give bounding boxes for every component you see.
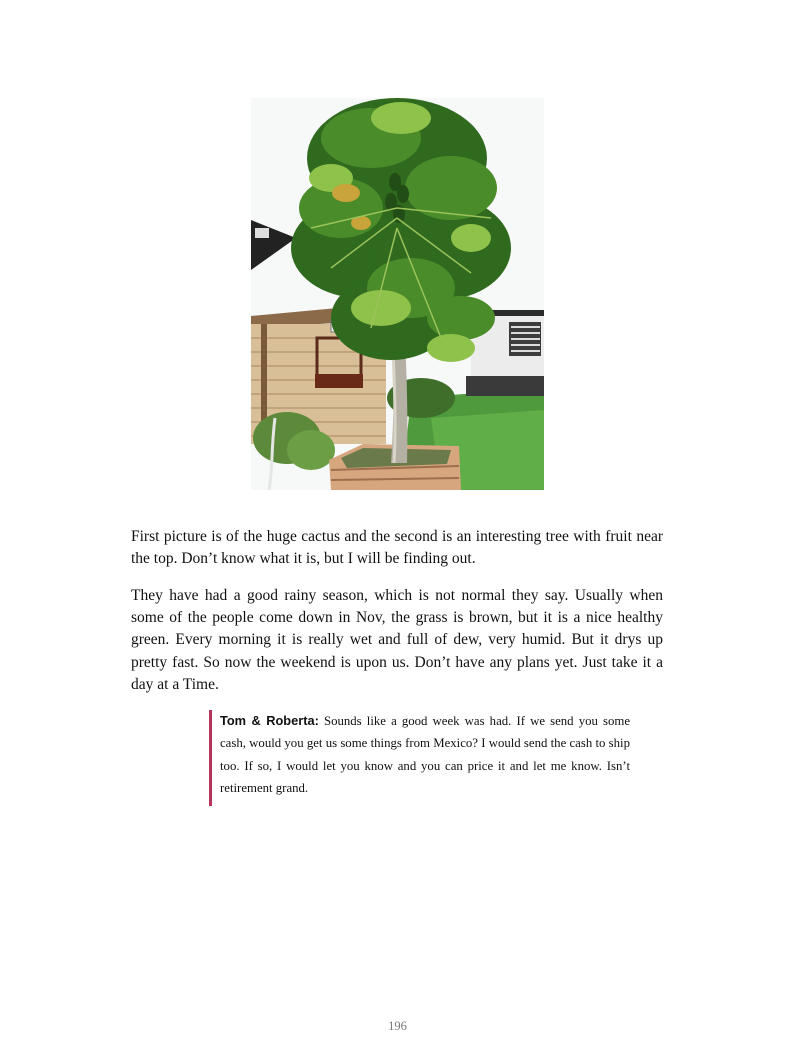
reply-comment — [209, 710, 630, 806]
reply-author: Tom & Roberta: — [220, 713, 319, 728]
paragraph-1: First picture is of the huge cactus and the second is an interesting tree with fruit near the top. Don’t know what it is, but I will be finding out. — [131, 528, 663, 568]
reply-text: Sounds like a good week was had. If we send you some cash, would you get us some things from Mexico? I would send the cash to ship too. If so, I would let you know and you can price it and let me know. Isn’t retirement grand. — [220, 714, 631, 796]
paragraph-2: They have had a good rainy season, which is not normal they say. Usually when some of the people come down in Nov, the grass is brown, but it is a nice healthy green. Every morning it is really wet and full of dew, very humid. But it drys up pretty fast. So now the weekend is upon us. Don’t have any plans yet. Just take it a day at a Time. — [131, 587, 663, 693]
papaya-tree-photo — [251, 98, 544, 490]
page-number: 196 — [388, 1019, 407, 1033]
